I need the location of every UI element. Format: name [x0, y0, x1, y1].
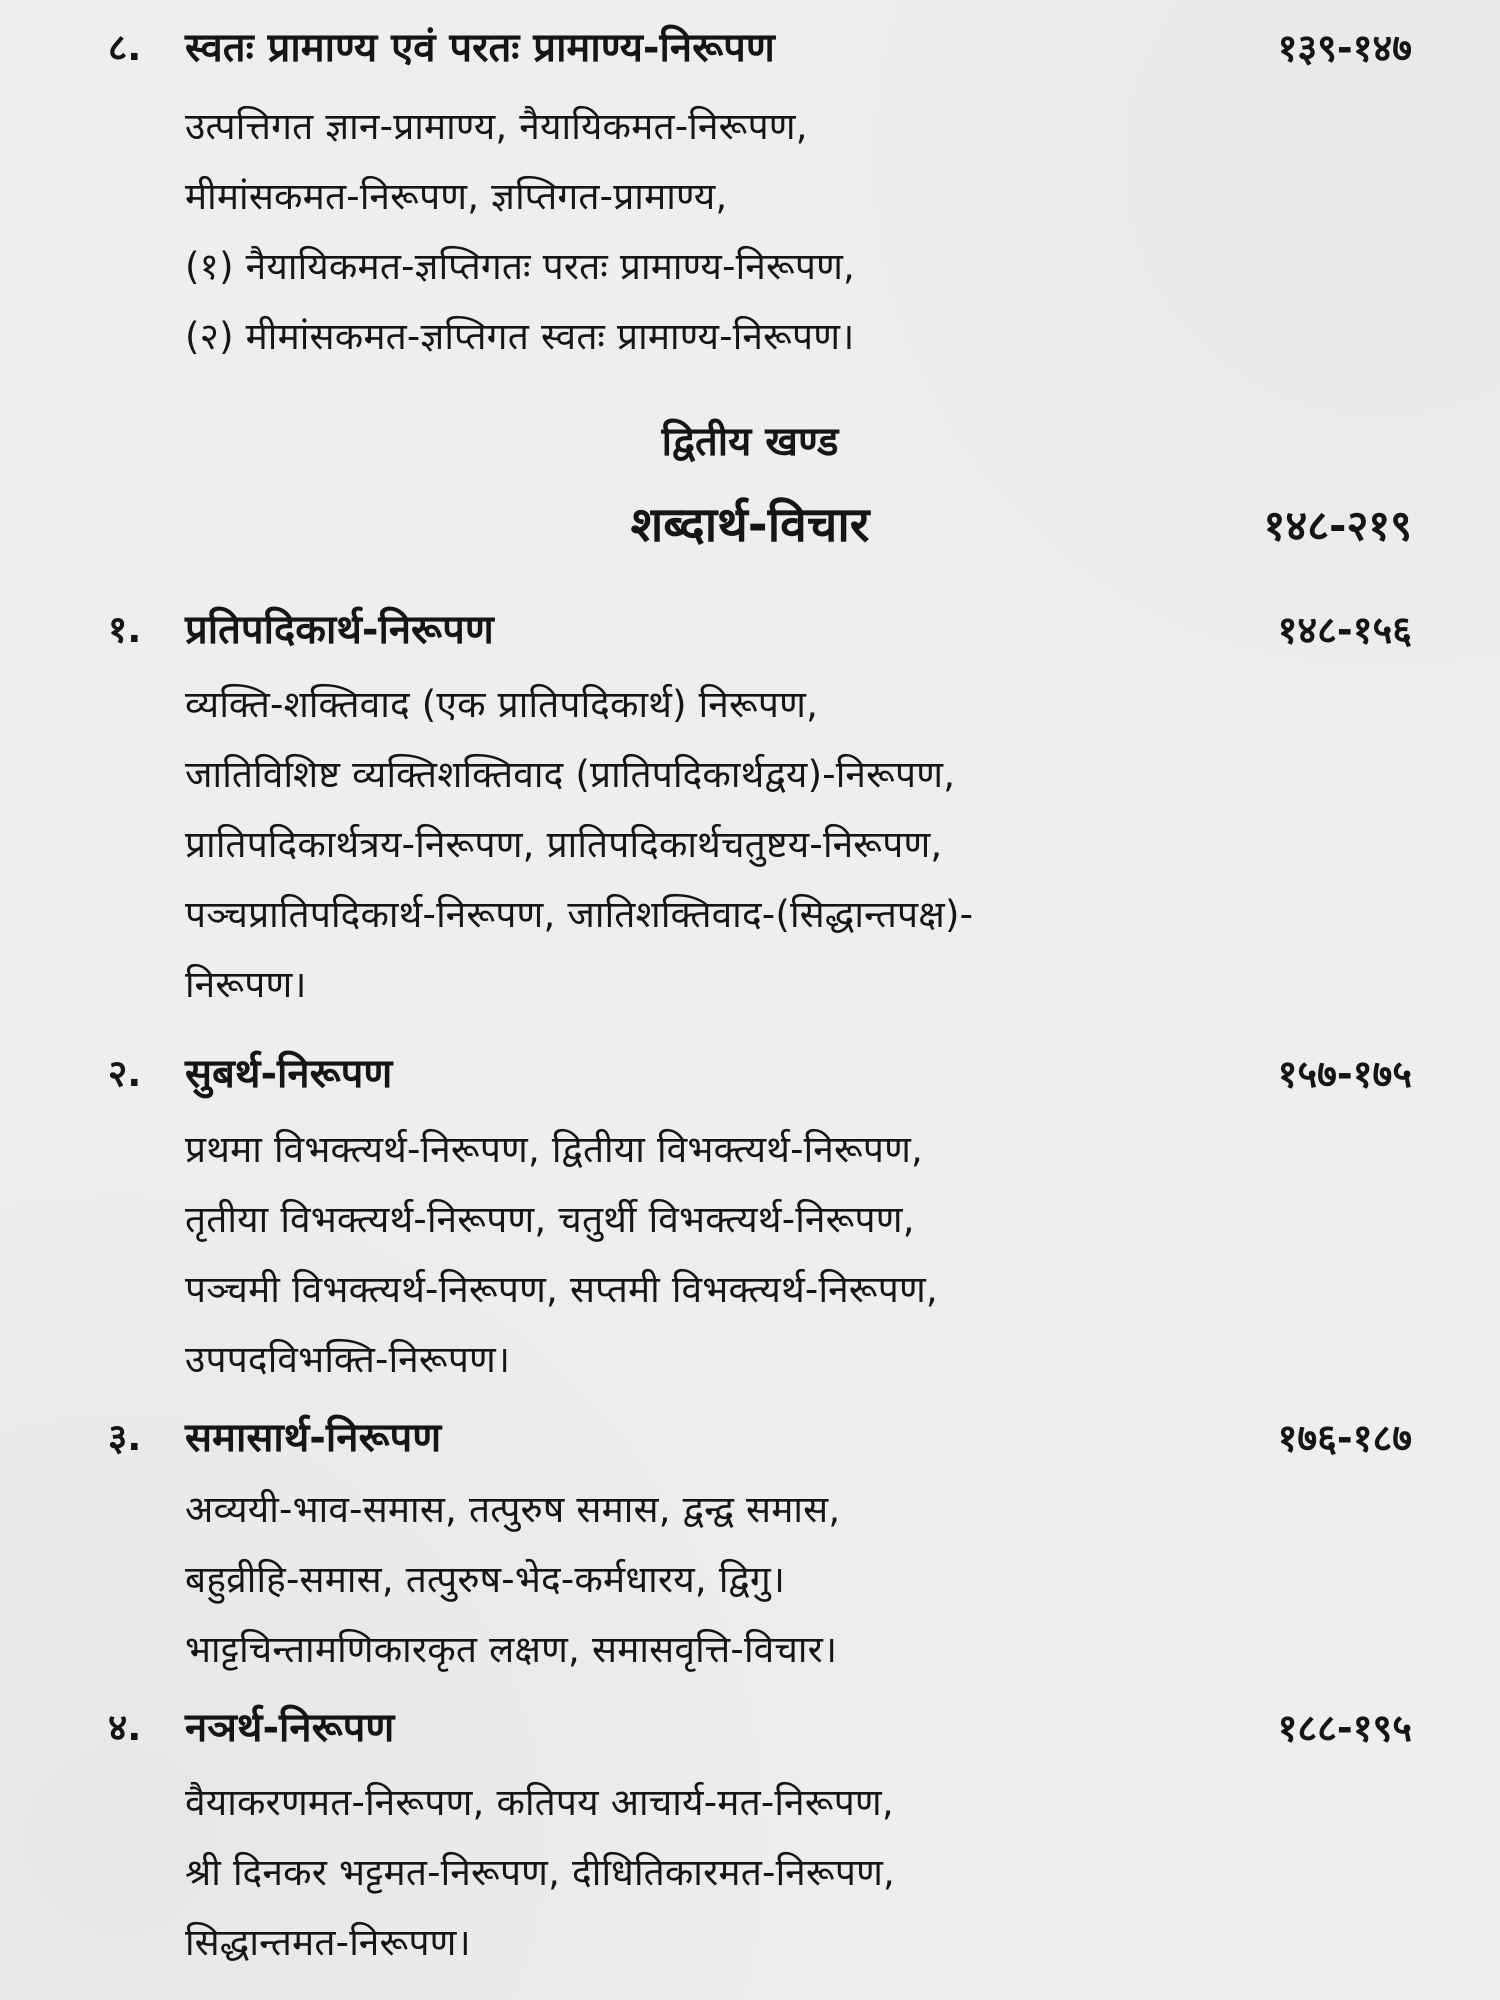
entry-number: १.	[108, 608, 142, 651]
entry-line: अव्ययी-भाव-समास, तत्पुरुष समास, द्वन्द्व समास,	[185, 1488, 841, 1531]
entry-line: निरूपण।	[185, 963, 307, 1006]
entry-line: सिद्धान्तमत-निरूपण।	[185, 1921, 471, 1964]
entry-title: स्वतः प्रामाण्य एवं परतः प्रामाण्य-निरूपण	[185, 25, 775, 71]
entry-line: उपपदविभक्ति-निरूपण।	[185, 1338, 511, 1381]
page-range: १७६-१८७	[1277, 1416, 1412, 1460]
page-range: १८८-१९५	[1277, 1706, 1412, 1750]
entry-number: ४.	[108, 1706, 142, 1749]
entry-line: बहुव्रीहि-समास, तत्पुरुष-भेद-कर्मधारय, द्विगु।	[185, 1558, 786, 1601]
entry-line: व्यक्ति-शक्तिवाद (एक प्रातिपदिकार्थ) निरूपण,	[185, 683, 819, 726]
page-range: १५७-१७५	[1277, 1052, 1412, 1096]
entry-line: पञ्चमी विभक्त्यर्थ-निरूपण, सप्तमी विभक्त्यर्थ-निरूपण,	[185, 1268, 938, 1311]
section-title: शब्दार्थ-विचार	[630, 497, 870, 553]
entry-line: पञ्चप्रातिपदिकार्थ-निरूपण, जातिशक्तिवाद-(सिद्धान्तपक्ष)-	[185, 893, 974, 936]
entry-line: (२) मीमांसकमत-ज्ञप्तिगत स्वतः प्रामाण्य-निरूपण।	[185, 315, 855, 358]
entry-title: समासार्थ-निरूपण	[185, 1415, 442, 1461]
entry-number: ३.	[108, 1416, 142, 1459]
entry-line: प्रथमा विभक्त्यर्थ-निरूपण, द्वितीया विभक्त्यर्थ-निरूपण,	[185, 1128, 924, 1171]
entry-line: उत्पत्तिगत ज्ञान-प्रामाण्य, नैयायिकमत-निरूपण,	[185, 105, 808, 148]
section-page-range: १४८-२१९	[1263, 501, 1412, 550]
entry-number: ८.	[108, 26, 142, 69]
page-range: १४८-१५६	[1277, 608, 1412, 652]
entry-title: नञर्थ-निरूपण	[185, 1705, 395, 1751]
entry-title: प्रतिपदिकार्थ-निरूपण	[185, 607, 494, 653]
page-range: १३९-१४७	[1277, 26, 1412, 70]
entry-line: श्री दिनकर भट्टमत-निरूपण, दीधितिकारमत-निरूपण,	[185, 1851, 895, 1894]
entry-line: भाट्टचिन्तामणिकारकृत लक्षण, समासवृत्ति-विचार।	[185, 1628, 838, 1671]
entry-line: (१) नैयायिकमत-ज्ञप्तिगतः परतः प्रामाण्य-निरूपण,	[185, 245, 856, 288]
entry-line: जातिविशिष्ट व्यक्तिशक्तिवाद (प्रातिपदिकार्थद्वय)-निरूपण,	[185, 753, 956, 796]
entry-line: तृतीया विभक्त्यर्थ-निरूपण, चतुर्थी विभक्त्यर्थ-निरूपण,	[185, 1198, 915, 1241]
entry-line: प्रातिपदिकार्थत्रय-निरूपण, प्रातिपदिकार्थचतुष्टय-निरूपण,	[185, 823, 943, 866]
entry-line: वैयाकरणमत-निरूपण, कतिपय आचार्य-मत-निरूपण,	[185, 1781, 894, 1824]
part-heading: द्वितीय खण्ड	[661, 419, 839, 465]
entry-title: सुबर्थ-निरूपण	[185, 1051, 393, 1097]
entry-line: मीमांसकमत-निरूपण, ज्ञप्तिगत-प्रामाण्य,	[185, 175, 728, 218]
entry-number: २.	[108, 1052, 142, 1095]
